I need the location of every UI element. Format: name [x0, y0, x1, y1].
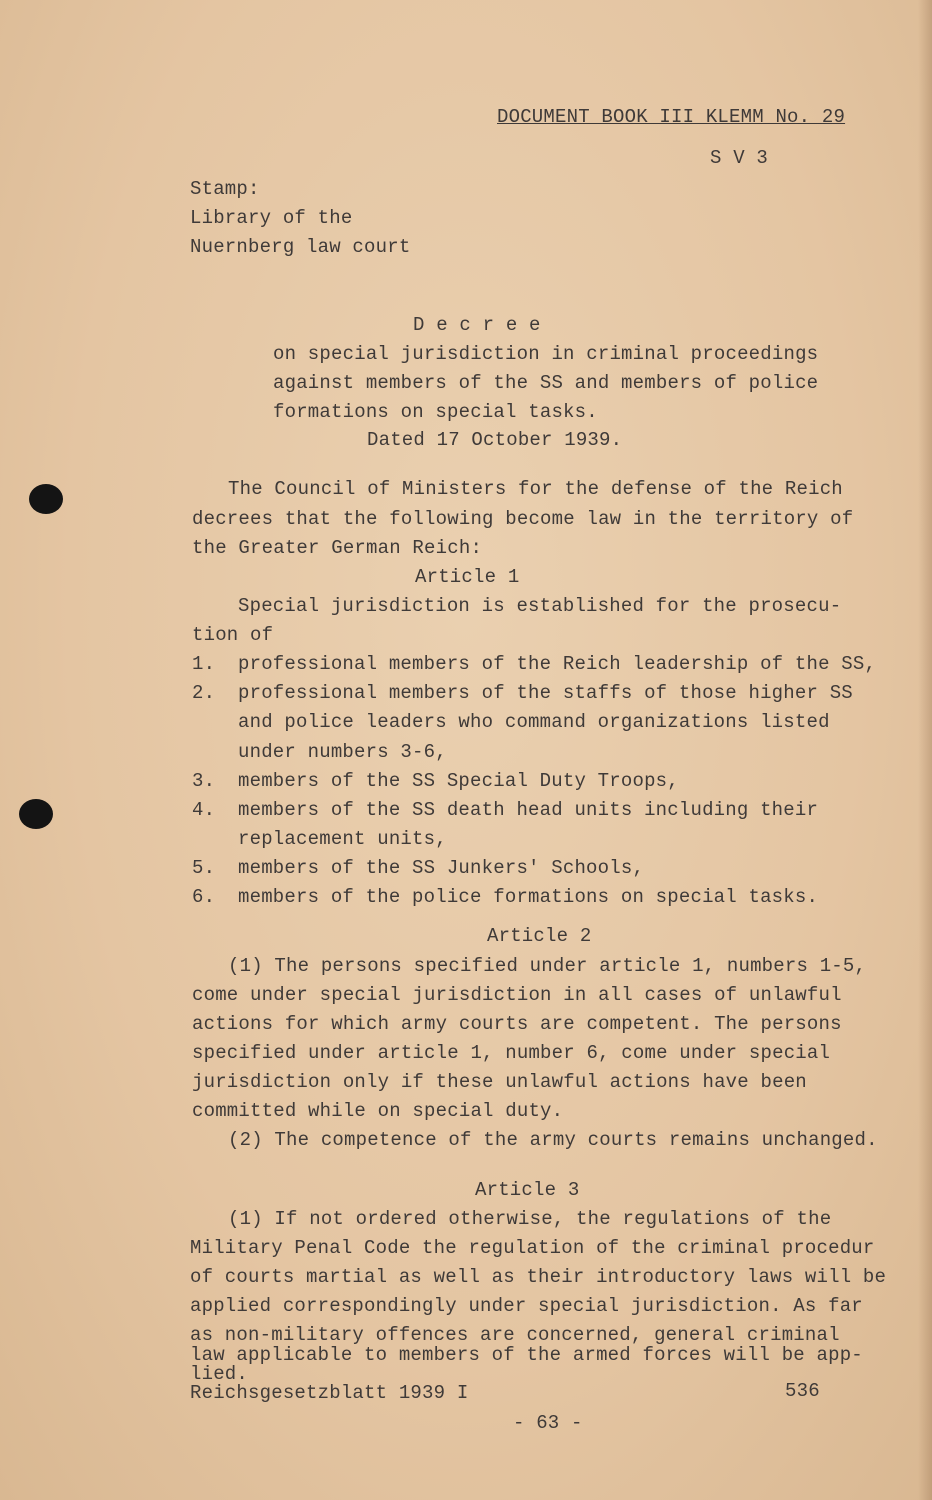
preamble-line: The Council of Ministers for the defense of the Reich [228, 478, 843, 500]
list-item-text: members of the SS Junkers' Schools, [238, 857, 645, 879]
list-item-text: and police leaders who command organizations listed [238, 711, 830, 733]
article-line: Special jurisdiction is established for the prosecu- [238, 595, 842, 617]
decree-heading: D e c r e e [413, 314, 541, 336]
document-reference: DOCUMENT BOOK III KLEMM No. 29 [497, 106, 846, 128]
document-code: S V 3 [710, 147, 769, 169]
decree-date: Dated 17 October 1939. [367, 429, 623, 451]
list-number: 5. [192, 857, 216, 879]
article-line: of courts martial as well as their introductory laws will be [190, 1266, 887, 1288]
page-edge-shadow [918, 0, 932, 1500]
stamp-line: Stamp: [190, 178, 260, 200]
article-heading: Article 1 [415, 566, 520, 588]
article-line: jurisdiction only if these unlawful actions have been [192, 1071, 807, 1093]
list-item-text: professional members of the Reich leadership of the SS, [238, 653, 877, 675]
list-item-text: under numbers 3-6, [238, 741, 447, 763]
stamp-line: Library of the [190, 207, 353, 229]
list-item-text: members of the SS death head units including their [238, 799, 819, 821]
list-number: 2. [192, 682, 216, 704]
preamble-line: decrees that the following become law in the territory of [192, 508, 854, 530]
punch-hole [19, 799, 53, 829]
article-line: as non-military offences are concerned, general criminal [190, 1324, 840, 1346]
list-item-text: professional members of the staffs of those higher SS [238, 682, 853, 704]
article-line: law applicable to members of the armed forces will be app- [190, 1344, 863, 1366]
article-line: (1) If not ordered otherwise, the regulations of the [228, 1208, 832, 1230]
article-line: (2) The competence of the army courts remains unchanged. [228, 1129, 878, 1151]
article-line: committed while on special duty. [192, 1100, 564, 1122]
article-heading: Article 2 [487, 925, 592, 947]
article-line: tion of [192, 624, 274, 646]
article-line: Military Penal Code the regulation of the criminal procedur [190, 1237, 875, 1259]
list-item-text: members of the SS Special Duty Troops, [238, 770, 679, 792]
article-line: come under special jurisdiction in all cases of unlawful [192, 984, 842, 1006]
source-page: 536 [785, 1380, 820, 1402]
title-line: formations on special tasks. [273, 401, 598, 423]
article-line: actions for which army courts are competent. The persons [192, 1013, 842, 1035]
stamp-line: Nuernberg law court [190, 236, 411, 258]
list-number: 3. [192, 770, 216, 792]
list-number: 6. [192, 886, 216, 908]
title-line: on special jurisdiction in criminal proceedings [273, 343, 819, 365]
article-line: (1) The persons specified under article 1, numbers 1-5, [228, 955, 867, 977]
preamble-line: the Greater German Reich: [192, 537, 483, 559]
page-number: - 63 - [513, 1412, 583, 1434]
list-item-text: members of the police formations on special tasks. [238, 886, 819, 908]
title-line: against members of the SS and members of police [273, 372, 819, 394]
punch-hole [29, 484, 63, 514]
source-citation: Reichsgesetzblatt 1939 I [190, 1382, 469, 1404]
article-line: lied. [190, 1363, 249, 1385]
list-item-text: replacement units, [238, 828, 447, 850]
article-heading: Article 3 [475, 1179, 580, 1201]
article-line: specified under article 1, number 6, come under special [192, 1042, 831, 1064]
list-number: 4. [192, 799, 216, 821]
list-number: 1. [192, 653, 216, 675]
article-line: applied correspondingly under special jurisdiction. As far [190, 1295, 863, 1317]
